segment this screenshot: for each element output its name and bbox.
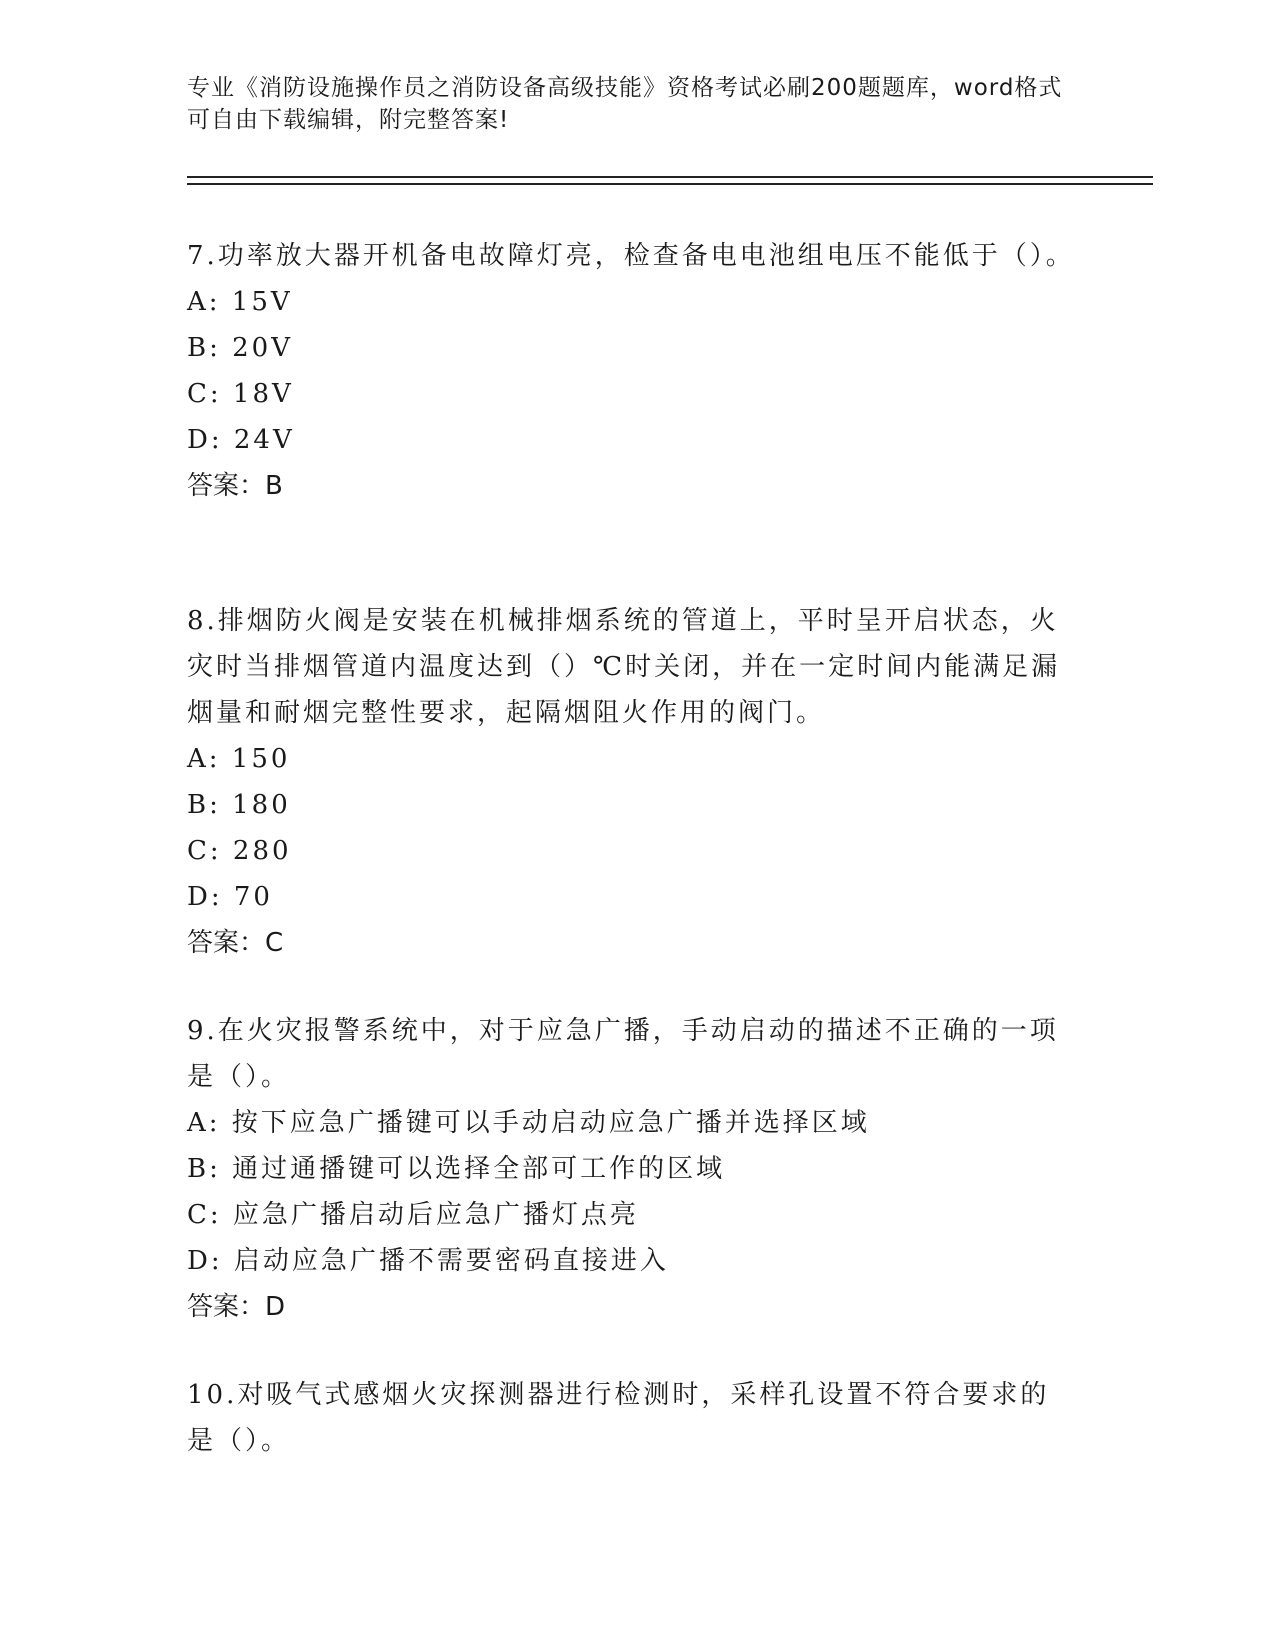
answer: 答案：D [187,1292,286,1322]
option-a: A: 15V [187,287,293,317]
option-c: C: 18V [187,379,294,409]
question-7 [187,233,1077,509]
option-c: C: 应急广播启动后应急广播灯点亮 [187,1200,639,1230]
option-b: B: 20V [187,333,293,363]
option-a: A: 150 [187,744,291,774]
option-d: D: 70 [187,882,273,912]
question-stem: 9.在火灾报警系统中，对于应急广播，手动启动的描述不正确的一项是（）。 [187,1016,1059,1092]
question-stem: 7.功率放大器开机备电故障灯亮，检查备电电池组电压不能低于（）。 [187,241,1075,271]
option-d: D: 启动应急广播不需要密码直接进入 [187,1246,669,1276]
header-divider-top [187,176,1153,178]
question-stem: 10.对吸气式感烟火灾探测器进行检测时，采样孔设置不符合要求的是（）。 [187,1380,1050,1456]
question-10 [187,1372,1077,1464]
question-stem: 8.排烟防火阀是安装在机械排烟系统的管道上，平时呈开启状态，火灾时当排烟管道内温度达到（）℃时关闭，并在一定时间内能满足漏烟量和耐烟完整性要求，起隔烟阻火作用的阀门。 [187,606,1061,728]
header-divider-bottom [187,183,1153,185]
option-a: A: 按下应急广播键可以手动启动应急广播并选择区域 [187,1108,870,1138]
option-b: B: 通过通播键可以选择全部可工作的区域 [187,1154,726,1184]
option-b: B: 180 [187,790,291,820]
option-d: D: 24V [187,425,295,455]
answer: 答案：B [187,471,283,501]
question-9 [187,1008,1077,1330]
answer: 答案：C [187,928,284,958]
option-c: C: 280 [187,836,292,866]
question-8 [187,598,1077,966]
document-header: 专业《消防设施操作员之消防设备高级技能》资格考试必刷200题题库，word格式可自由下载编辑，附完整答案! [187,75,1063,133]
